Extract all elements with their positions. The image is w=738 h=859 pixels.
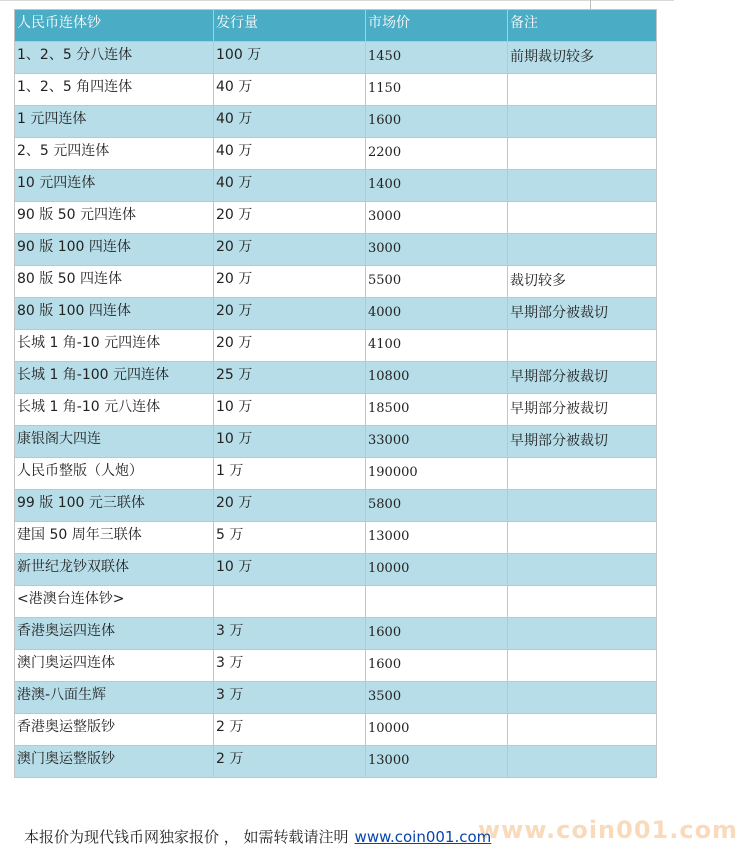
cell-market-price: 1600 bbox=[366, 618, 508, 650]
cell-market-price bbox=[366, 586, 508, 618]
page-top-rule bbox=[0, 0, 674, 1]
cell-name: 90 版 50 元四连体 bbox=[15, 202, 214, 234]
cell-remarks bbox=[508, 106, 657, 138]
cell-remarks bbox=[508, 618, 657, 650]
cell-market-price: 5800 bbox=[366, 490, 508, 522]
cell-market-price: 3000 bbox=[366, 202, 508, 234]
cell-issue-volume: 20 万 bbox=[214, 298, 366, 330]
cell-market-price: 1450 bbox=[366, 42, 508, 74]
cell-name: 澳门奥运整版钞 bbox=[15, 746, 214, 778]
cell-issue-volume: 40 万 bbox=[214, 74, 366, 106]
cell-issue-volume: 20 万 bbox=[214, 490, 366, 522]
cell-name: 80 版 100 四连体 bbox=[15, 298, 214, 330]
cell-name: 新世纪龙钞双联体 bbox=[15, 554, 214, 586]
table-row bbox=[15, 394, 657, 426]
cell-name: 1、2、5 分八连体 bbox=[15, 42, 214, 74]
cell-remarks bbox=[508, 330, 657, 362]
cell-name: 99 版 100 元三联体 bbox=[15, 490, 214, 522]
table-row bbox=[15, 458, 657, 490]
cell-remarks bbox=[508, 458, 657, 490]
table-row bbox=[15, 522, 657, 554]
cell-remarks bbox=[508, 138, 657, 170]
table-row bbox=[15, 330, 657, 362]
cell-issue-volume: 40 万 bbox=[214, 138, 366, 170]
cell-market-price: 10000 bbox=[366, 554, 508, 586]
footer-text: 本报价为现代钱币网独家报价 ， 如需转载请注明 bbox=[24, 828, 349, 846]
table-row bbox=[15, 650, 657, 682]
header-market-price: 市场价 bbox=[366, 10, 508, 42]
cell-issue-volume: 10 万 bbox=[214, 394, 366, 426]
cell-market-price: 2200 bbox=[366, 138, 508, 170]
cell-market-price: 10000 bbox=[366, 714, 508, 746]
cell-issue-volume: 3 万 bbox=[214, 650, 366, 682]
cell-issue-volume: 20 万 bbox=[214, 234, 366, 266]
table-row bbox=[15, 618, 657, 650]
cell-name: <港澳台连体钞> bbox=[15, 586, 214, 618]
cell-market-price: 1600 bbox=[366, 650, 508, 682]
cell-name: 澳门奥运四连体 bbox=[15, 650, 214, 682]
cell-remarks: 前期裁切较多 bbox=[508, 42, 657, 74]
cell-name: 2、5 元四连体 bbox=[15, 138, 214, 170]
table-row bbox=[15, 490, 657, 522]
cell-issue-volume: 3 万 bbox=[214, 618, 366, 650]
table-row bbox=[15, 682, 657, 714]
cell-name: 80 版 50 四连体 bbox=[15, 266, 214, 298]
cell-name: 90 版 100 四连体 bbox=[15, 234, 214, 266]
cell-market-price: 4000 bbox=[366, 298, 508, 330]
cell-issue-volume: 3 万 bbox=[214, 682, 366, 714]
cell-issue-volume: 20 万 bbox=[214, 266, 366, 298]
table-row bbox=[15, 170, 657, 202]
cell-name: 1 元四连体 bbox=[15, 106, 214, 138]
cell-remarks bbox=[508, 522, 657, 554]
header-name: 人民币连体钞 bbox=[15, 10, 214, 42]
footer-note bbox=[24, 826, 491, 847]
cell-name: 港澳-八面生辉 bbox=[15, 682, 214, 714]
cell-market-price: 10800 bbox=[366, 362, 508, 394]
cell-remarks: 早期部分被裁切 bbox=[508, 298, 657, 330]
cell-name: 香港奥运整版钞 bbox=[15, 714, 214, 746]
cell-issue-volume: 5 万 bbox=[214, 522, 366, 554]
cell-name: 康银阁大四连 bbox=[15, 426, 214, 458]
cell-remarks: 裁切较多 bbox=[508, 266, 657, 298]
cell-name: 10 元四连体 bbox=[15, 170, 214, 202]
cell-market-price: 1400 bbox=[366, 170, 508, 202]
cell-issue-volume: 1 万 bbox=[214, 458, 366, 490]
cell-remarks bbox=[508, 682, 657, 714]
cell-remarks bbox=[508, 714, 657, 746]
cell-market-price: 3000 bbox=[366, 234, 508, 266]
cell-issue-volume: 10 万 bbox=[214, 554, 366, 586]
cell-remarks bbox=[508, 170, 657, 202]
cell-remarks bbox=[508, 202, 657, 234]
table-row bbox=[15, 426, 657, 458]
cell-name: 人民币整版（人炮） bbox=[15, 458, 214, 490]
cell-issue-volume bbox=[214, 586, 366, 618]
table-row bbox=[15, 234, 657, 266]
cell-name: 香港奥运四连体 bbox=[15, 618, 214, 650]
header-issue-volume: 发行量 bbox=[214, 10, 366, 42]
cell-issue-volume: 20 万 bbox=[214, 202, 366, 234]
table-row bbox=[15, 586, 657, 618]
cell-issue-volume: 10 万 bbox=[214, 426, 366, 458]
table-row bbox=[15, 106, 657, 138]
cell-market-price: 1150 bbox=[366, 74, 508, 106]
cell-remarks: 早期部分被裁切 bbox=[508, 362, 657, 394]
cell-name: 长城 1 角-100 元四连体 bbox=[15, 362, 214, 394]
cell-issue-volume: 2 万 bbox=[214, 714, 366, 746]
table-row bbox=[15, 746, 657, 778]
table-row bbox=[15, 298, 657, 330]
cell-name: 建国 50 周年三联体 bbox=[15, 522, 214, 554]
cell-issue-volume: 20 万 bbox=[214, 330, 366, 362]
table-row bbox=[15, 554, 657, 586]
header-remarks: 备注 bbox=[508, 10, 657, 42]
cell-market-price: 5500 bbox=[366, 266, 508, 298]
table-row bbox=[15, 362, 657, 394]
cell-remarks bbox=[508, 746, 657, 778]
cell-issue-volume: 2 万 bbox=[214, 746, 366, 778]
cell-remarks: 早期部分被裁切 bbox=[508, 426, 657, 458]
cell-market-price: 18500 bbox=[366, 394, 508, 426]
table-row bbox=[15, 74, 657, 106]
cell-market-price: 3500 bbox=[366, 682, 508, 714]
cell-remarks bbox=[508, 586, 657, 618]
cell-remarks: 早期部分被裁切 bbox=[508, 394, 657, 426]
cell-issue-volume: 25 万 bbox=[214, 362, 366, 394]
cell-remarks bbox=[508, 490, 657, 522]
footer-link[interactable]: www.coin001.com bbox=[354, 828, 492, 846]
cell-market-price: 13000 bbox=[366, 746, 508, 778]
cell-market-price: 33000 bbox=[366, 426, 508, 458]
table-row bbox=[15, 138, 657, 170]
cell-market-price: 13000 bbox=[366, 522, 508, 554]
table-row bbox=[15, 42, 657, 74]
cell-name: 1、2、5 角四连体 bbox=[15, 74, 214, 106]
cell-market-price: 190000 bbox=[366, 458, 508, 490]
cell-remarks bbox=[508, 234, 657, 266]
cell-market-price: 1600 bbox=[366, 106, 508, 138]
cell-remarks bbox=[508, 650, 657, 682]
table-row bbox=[15, 202, 657, 234]
table-row bbox=[15, 714, 657, 746]
watermark: www.coin001.com bbox=[478, 816, 738, 844]
price-table bbox=[14, 9, 657, 778]
table-row bbox=[15, 266, 657, 298]
table-header-row bbox=[15, 10, 657, 42]
cell-remarks bbox=[508, 74, 657, 106]
cell-issue-volume: 100 万 bbox=[214, 42, 366, 74]
cell-name: 长城 1 角-10 元八连体 bbox=[15, 394, 214, 426]
cell-name: 长城 1 角-10 元四连体 bbox=[15, 330, 214, 362]
cell-issue-volume: 40 万 bbox=[214, 170, 366, 202]
cell-issue-volume: 40 万 bbox=[214, 106, 366, 138]
cell-market-price: 4100 bbox=[366, 330, 508, 362]
cell-remarks bbox=[508, 554, 657, 586]
